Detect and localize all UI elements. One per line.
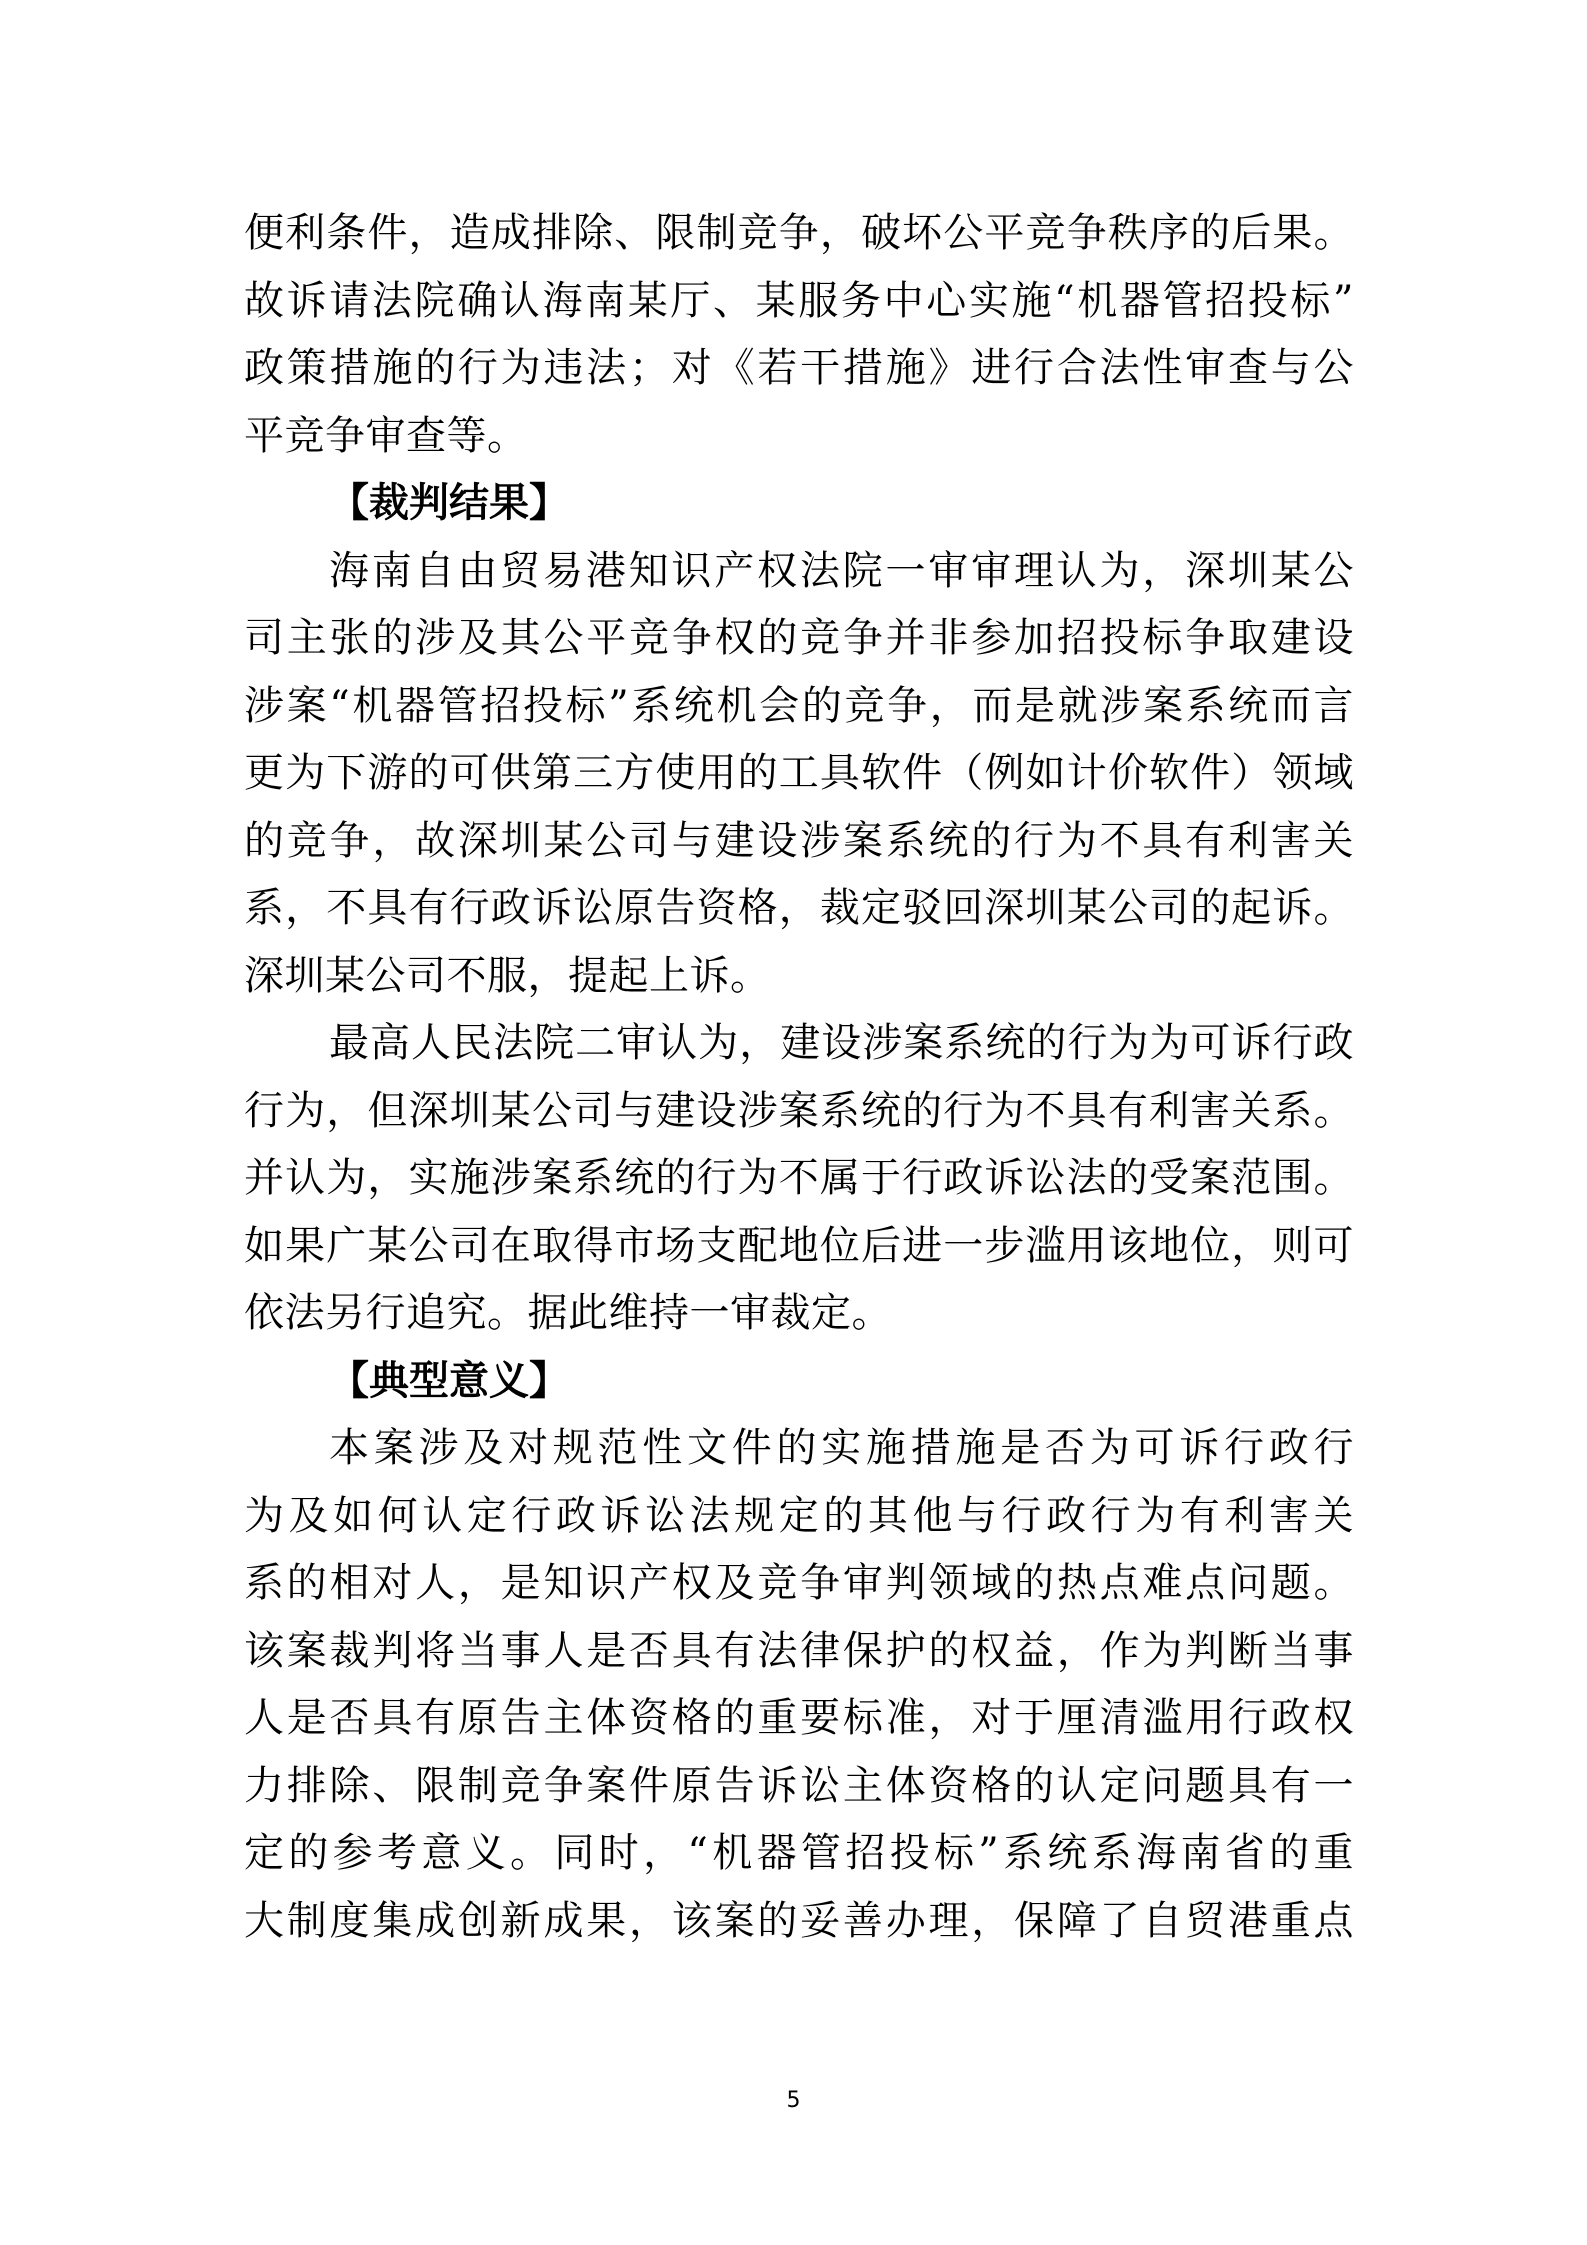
paragraph-line: 涉案“机器管招投标”系统机会的竞争，而是就涉案系统而言 (244, 682, 1354, 729)
paragraph-line: 为及如何认定行政诉讼法规定的其他与行政行为有利害关 (244, 1492, 1354, 1539)
paragraph-line: 政策措施的行为违法；对《若干措施》进行合法性审查与公 (244, 345, 1354, 391)
document-body (244, 200, 1354, 1955)
paragraph-line: 本案涉及对规范性文件的实施措施是否为可诉行政行 (329, 1425, 1354, 1471)
paragraph-line: 力排除、限制竞争案件原告诉讼主体资格的认定问题具有一 (244, 1762, 1354, 1809)
section-heading: 【裁判结果】 (329, 480, 569, 526)
paragraph-line: 依法另行追究。据此维持一审裁定。 (244, 1290, 892, 1336)
paragraph-line: 系的相对人，是知识产权及竞争审判领域的热点难点问题。 (244, 1560, 1354, 1606)
paragraph-line: 定的参考意义。同时，“机器管招投标”系统系海南省的重 (244, 1830, 1354, 1876)
paragraph-line: 大制度集成创新成果，该案的妥善办理，保障了自贸港重点 (244, 1897, 1354, 1944)
paragraph-line: 的竞争，故深圳某公司与建设涉案系统的行为不具有利害关 (244, 817, 1354, 864)
section-heading: 【典型意义】 (329, 1357, 569, 1404)
paragraph-line: 司主张的涉及其公平竞争权的竞争并非参加招投标争取建设 (244, 615, 1354, 661)
paragraph-line: 并认为，实施涉案系统的行为不属于行政诉讼法的受案范围。 (244, 1155, 1354, 1201)
paragraph-line: 如果广某公司在取得市场支配地位后进一步滥用该地位，则可 (244, 1222, 1354, 1269)
paragraph-line: 便利条件，造成排除、限制竞争，破坏公平竞争秩序的后果。 (244, 210, 1354, 256)
paragraph-line: 人是否具有原告主体资格的重要标准，对于厘清滥用行政权 (244, 1695, 1354, 1741)
paragraph-line: 更为下游的可供第三方使用的工具软件（例如计价软件）领域 (244, 750, 1354, 796)
paragraph-line: 最高人民法院二审认为，建设涉案系统的行为为可诉行政 (329, 1020, 1354, 1066)
paragraph-line: 平竞争审查等。 (244, 412, 528, 459)
paragraph-line: 系，不具有行政诉讼原告资格，裁定驳回深圳某公司的起诉。 (244, 885, 1354, 931)
paragraph-line: 故诉请法院确认海南某厅、某服务中心实施“机器管招投标” (244, 277, 1354, 324)
paragraph-line: 该案裁判将当事人是否具有法律保护的权益，作为判断当事 (244, 1627, 1354, 1674)
paragraph-line: 深圳某公司不服，提起上诉。 (244, 952, 771, 999)
paragraph-line: 海南自由贸易港知识产权法院一审审理认为，深圳某公 (329, 547, 1354, 594)
paragraph-line: 行为，但深圳某公司与建设涉案系统的行为不具有利害关系。 (244, 1087, 1354, 1134)
page-number: 5 (786, 2088, 801, 2113)
